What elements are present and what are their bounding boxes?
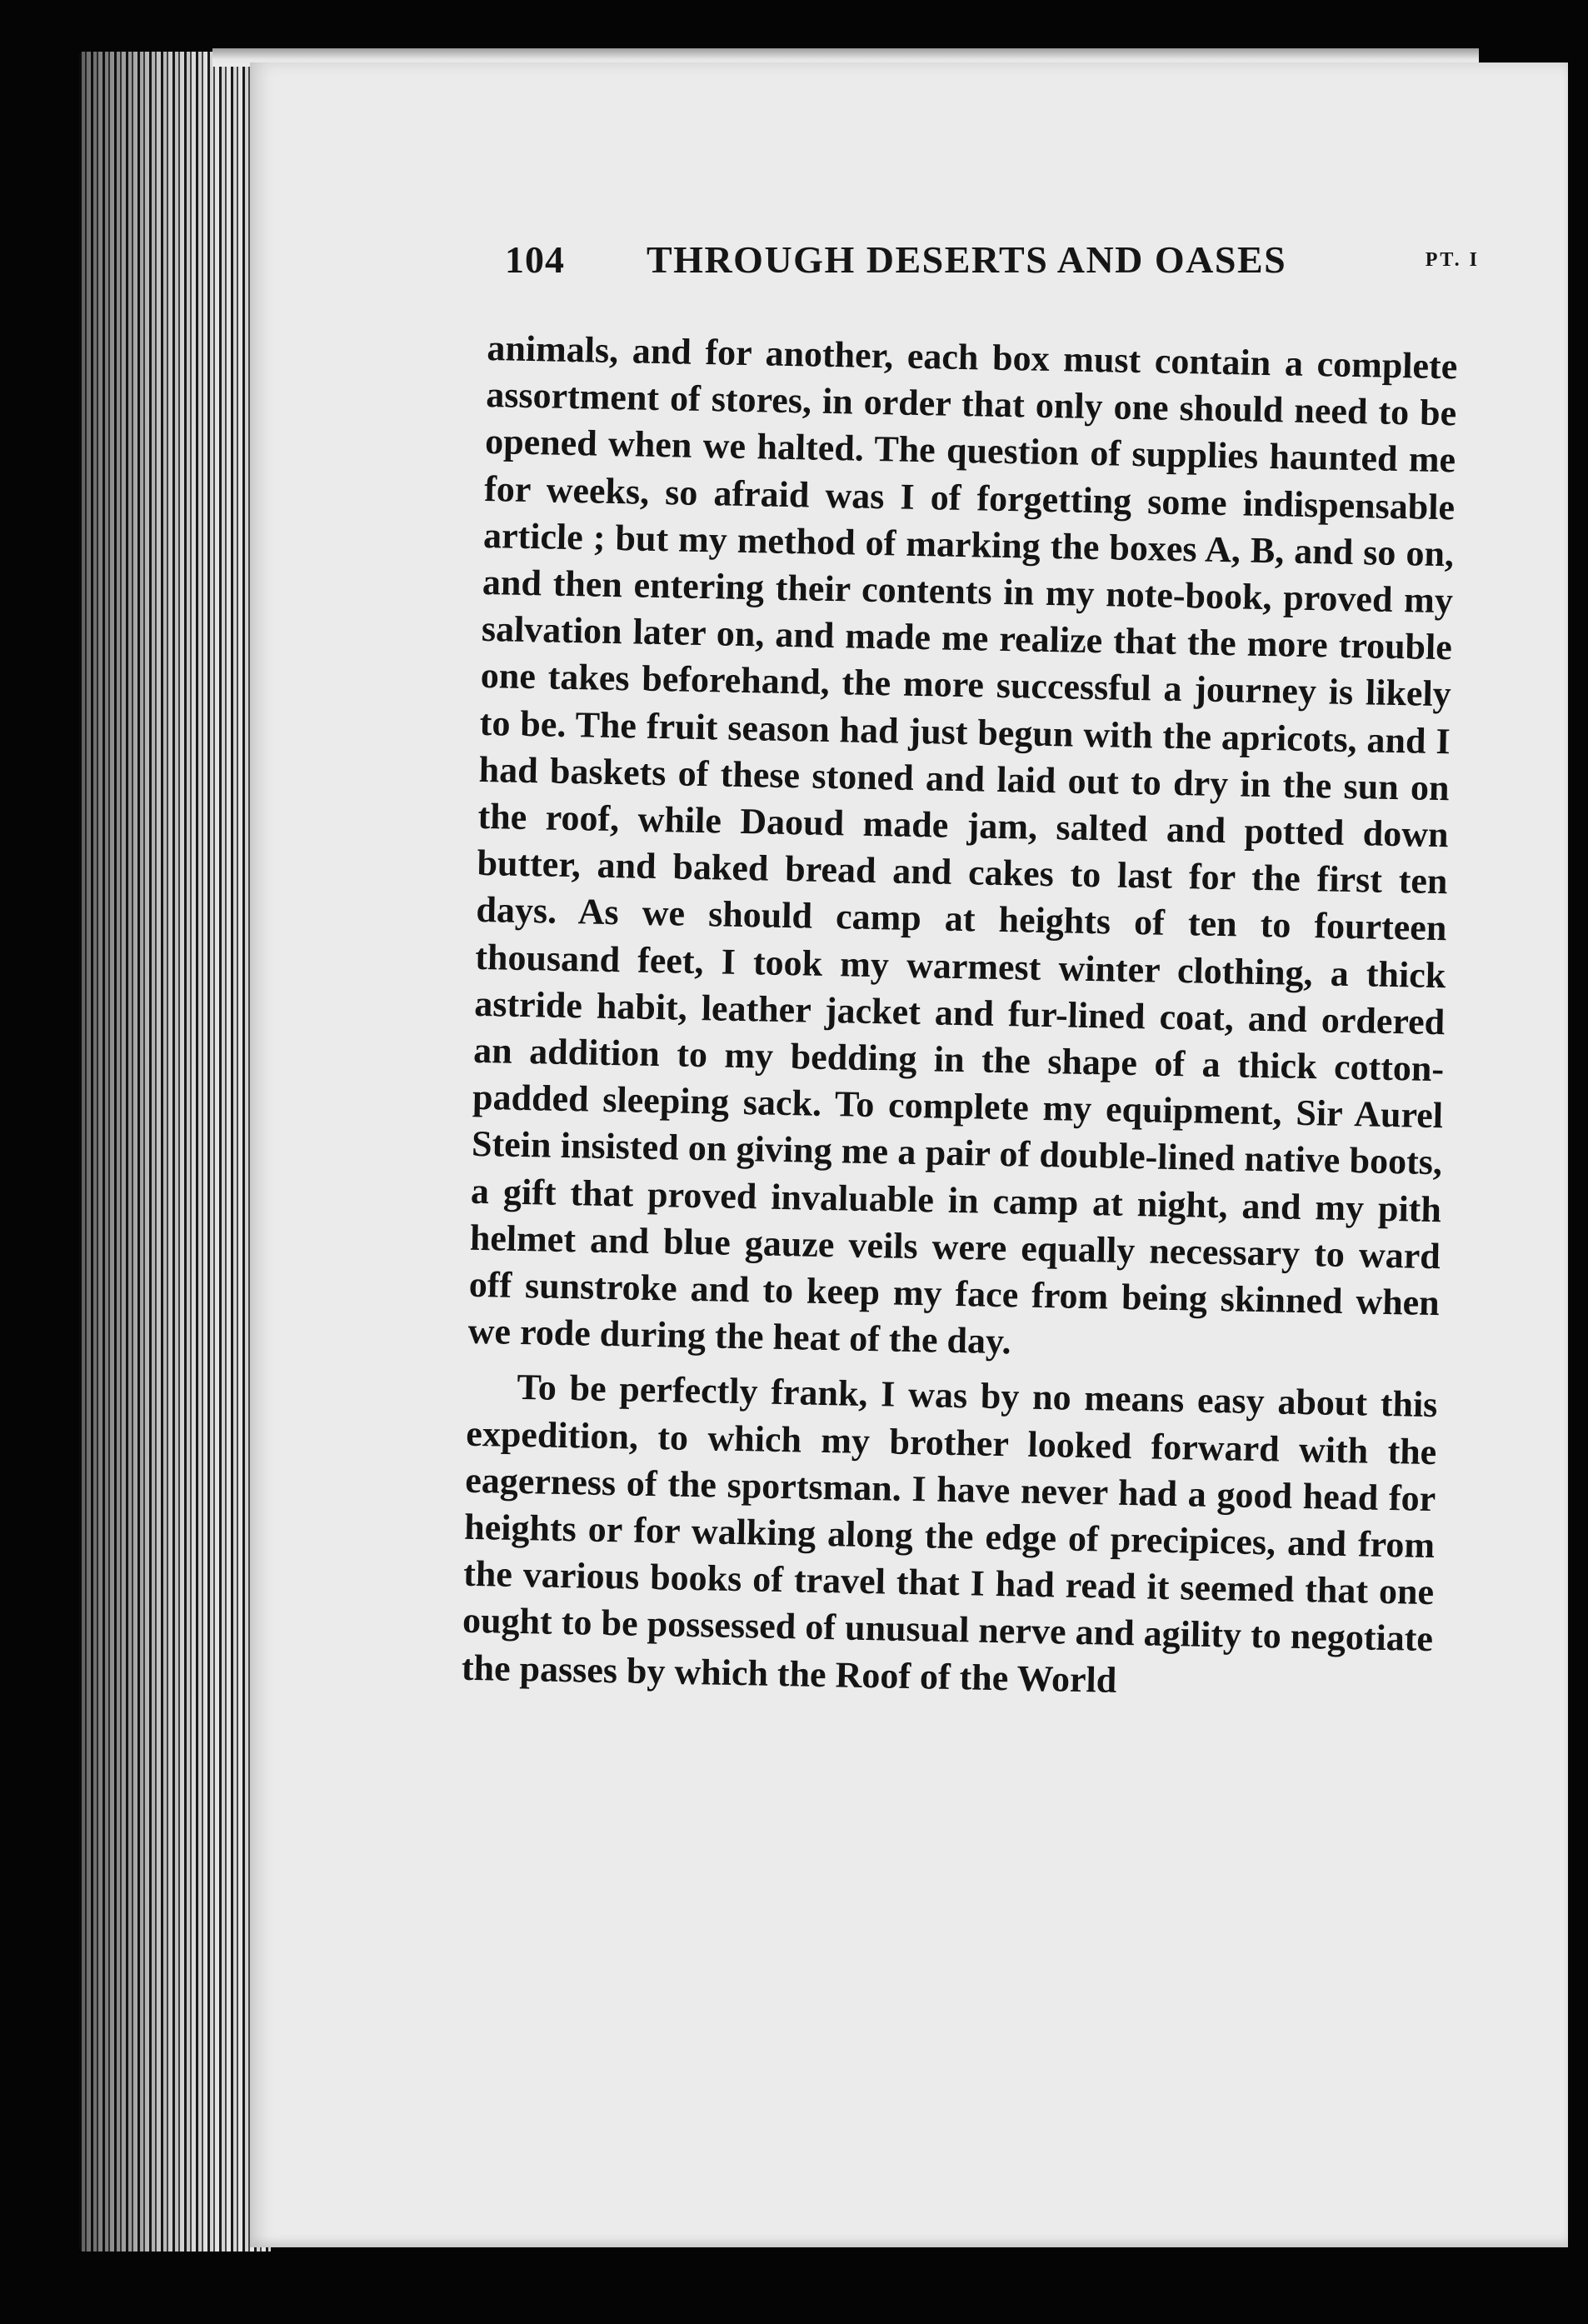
paragraph: To be perfectly frank, I was by no means easy about this expedition, to which my brother looked forward with the eagerness of the sportsman. I have never had a good head for heights or for walking along the edge of precipices, and from the various books of travel that I had read it seemed that one ought to be possessed of unusual nerve and agility to negotiate the passes by which the Roof of the World — [461, 1367, 1438, 1701]
paragraph-continued: animals, and for another, each box must contain a complete assortment of stores, in order that only one should need to be opened when we halted. The question of supplies haunted me for weeks, so afraid was I of forgetting some indispensable article ; but my method of marking the boxes A, B, and so on, and then entering their contents in my note-book, proved my salvation later on, and made me realize that the more trouble one takes beforehand, the more successful a journey is likely to be. The fruit season had just begun with the apricots, and I had baskets of these stoned and laid out to dry in the sun on the roof, while Daoud made jam, salted and potted down butter, and baked bread and cakes to last for the first ten days. As we should camp at heights of ten to fourteen thousand feet, I took my warmest winter clothing, a thick astride habit, leather jacket and fur-lined coat, and ordered an addition to my bedding in the shape of a thick cotton-padded sleeping sack. To complete my equipment, Sir Aurel Stein insisted on giving me a pair of double-lined native boots, a gift that proved invaluable in camp at night, and my pith helmet and blue gauze veils were equally necessary to ward off sunstroke and to keep my face from being skinned when we rode during the heat of the day. — [467, 327, 1458, 1362]
body-text — [462, 325, 1458, 1710]
book-title: THROUGH DESERTS AND OASES — [647, 238, 1287, 281]
running-head — [505, 237, 1480, 304]
part-marker: PT. I — [1425, 249, 1480, 271]
book-page-edges — [79, 52, 271, 2252]
page-number: 104 — [505, 238, 565, 281]
